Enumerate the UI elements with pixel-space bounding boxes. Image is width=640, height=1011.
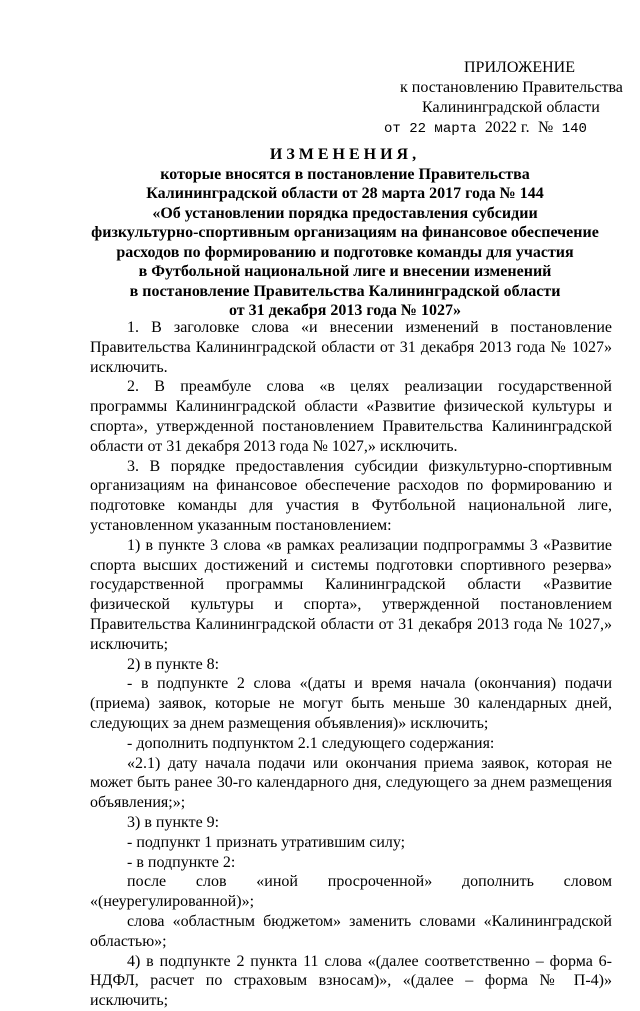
- appendix-date-line: [372, 118, 612, 139]
- paragraph: 2) в пункте 8:: [127, 655, 220, 673]
- paragraph: слова «областным бюджетом» заменить словами «Калининградской областью»;: [90, 912, 612, 950]
- paragraph: 3. В порядке предоставления субсидии физкультурно-спортивным организациям на финансовое обеспечение расходов по формированию и подготовке команды для участия в Футбольной национальной лиге, установленном указанным постановлением:: [90, 457, 612, 534]
- paragraph: 1) в пункте 3 слова «в рамках реализации подпрограммы 3 «Развитие спорта высших достижений и системы подготовки спортивного резерва» государственной программы Калининградской области «Развитие физической культуры и спорта», утвержденной постановлением Правительства Калининградской области от 31 декабря 2013 года № 1027,» исключить;: [90, 536, 612, 653]
- paragraph: - дополнить подпунктом 2.1 следующего содержания:: [127, 734, 495, 752]
- heading-line: физкультурно-спортивным организациям на финансовое обеспечение: [91, 224, 599, 241]
- number-value: 140: [561, 121, 587, 137]
- paragraph: 4) в подпункте 2 пункта 11 слова «(далее соответственно – форма 6-НДФЛ, расчет по страховым взносам)», «(далее – форма № П-4)» исключить;: [90, 952, 612, 1010]
- paragraph: после слов «иной просроченной» дополнить словом «(неурегулированной)»;: [90, 873, 612, 911]
- year-text: 2022 г.: [484, 119, 530, 136]
- appendix-block: [372, 58, 623, 139]
- paragraph: - в подпункте 2:: [127, 853, 236, 871]
- heading-line: расходов по формированию и подготовке команды для участия: [116, 243, 574, 261]
- heading-line: Калининградской области от 28 марта 2017 года № 144: [146, 185, 544, 202]
- paragraph: 2. В преамбуле слова «в целях реализации государственной программы Калининградской области «Развитие физической культуры и спорта», утвержденной постановлением Правительства Калининградской области от 31 декабря 2013 года № 1027,» исключить.: [90, 378, 612, 455]
- appendix-title: ПРИЛОЖЕНИЕ: [464, 59, 576, 76]
- document-body: [90, 318, 612, 1011]
- paragraph: 3) в пункте 9:: [127, 813, 220, 831]
- paragraph: «2.1) дату начала подачи или окончания приема заявок, которая не может быть ранее 30-го календарного дня, следующего за днем размещения объявления;»;: [90, 754, 612, 812]
- appendix-line-2: Калининградской области: [422, 99, 600, 116]
- document-heading: [80, 145, 610, 321]
- heading-line: в Футбольной национальной лиге и внесении изменений: [138, 263, 552, 280]
- heading-line: от 31 декабря 2013 года № 1027»: [229, 302, 461, 319]
- paragraph: - подпункт 1 признать утратившим силу;: [127, 833, 406, 851]
- heading-title: ИЗМЕНЕНИЯ,: [269, 146, 421, 163]
- date-prefix: от: [384, 121, 401, 137]
- paragraph: 1. В заголовке слова «и внесении изменений в постановление Правительства Калининградской области от 31 декабря 2013 года № 1027» исключить.: [90, 319, 612, 376]
- paragraph: - в подпункте 2 слова «(даты и время начала (окончания) подачи (приема) заявок, которые не могут быть меньше 30 календарных дней, следующих за днем размещения объявления)» исключить;: [90, 675, 612, 732]
- heading-line: «Об установлении порядка предоставления субсидии: [152, 204, 538, 222]
- appendix-line-1: к постановлению Правительства: [400, 79, 623, 96]
- heading-line: которые вносятся в постановление Правительства: [160, 165, 530, 183]
- heading-line: в постановление Правительства Калининградской области: [129, 282, 561, 300]
- number-prefix: №: [538, 119, 554, 136]
- date-value: 22 марта: [409, 121, 477, 137]
